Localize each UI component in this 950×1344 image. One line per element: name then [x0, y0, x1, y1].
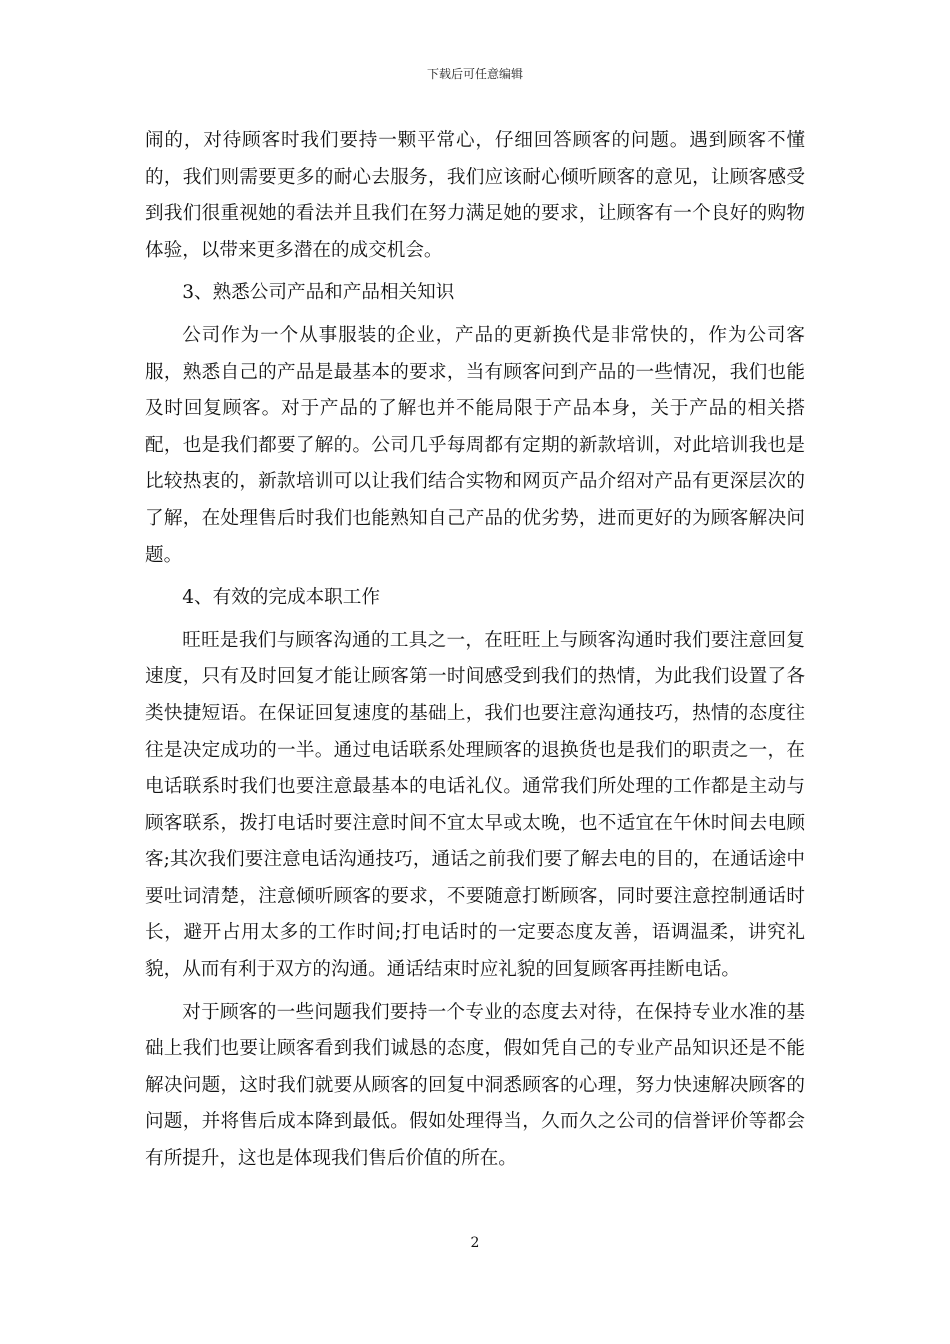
page-number: 2	[470, 1235, 480, 1251]
paragraph-continuation: 闹的，对待顾客时我们要持一颗平常心，仔细回答顾客的问题。遇到顾客不懂的，我们则需要更多的耐心去服务，我们应该耐心倾听顾客的意见，让顾客感受到我们很重视她的看法并且我们在努力满足她的要求，让顾客有一个良好的购物体验，以带来更多潜在的成交机会。	[145, 130, 805, 261]
paragraph-product-knowledge: 公司作为一个从事服装的企业，产品的更新换代是非常快的，作为公司客服，熟悉自己的产品是最基本的要求，当有顾客问到产品的一些情况，我们也能及时回复顾客。对于产品的了解也并不能局限于产品本身，关于产品的相关搭配，也是我们都要了解的。公司几乎每周都有定期的新款培训，对此培训我也是比较热衷的，新款培训可以让我们结合实物和网页产品介绍对产品有更深层次的了解，在处理售后时我们也能熟知自己产品的优劣势，进而更好的为顾客解决问题。	[145, 324, 805, 566]
page-header: 下载后可任意编辑	[426, 67, 523, 81]
document-body	[145, 123, 805, 1178]
section-heading-4: 4、有效的完成本职工作	[182, 587, 380, 609]
paragraph-communication: 旺旺是我们与顾客沟通的工具之一，在旺旺上与顾客沟通时我们要注意回复速度，只有及时回复才能让顾客第一时间感受到我们的热情，为此我们设置了各类快捷短语。在保证回复速度的基础上，我们也要注意沟通技巧，热情的态度往往是决定成功的一半。通过电话联系处理顾客的退换货也是我们的职责之一，在电话联系时我们也要注意最基本的电话礼仪。通常我们所处理的工作都是主动与顾客联系，拨打电话时要注意时间不宜太早或太晚，也不适宜在午休时间去电顾客;其次我们要注意电话沟通技巧，通话之前我们要了解去电的目的，在通话途中要吐词清楚，注意倾听顾客的要求，不要随意打断顾客，同时要注意控制通话时长，避开占用太多的工作时间;打电话时的一定要态度友善，语调温柔，讲究礼貌，从而有利于双方的沟通。通话结束时应礼貌的回复顾客再挂断电话。	[145, 629, 805, 981]
paragraph-professional-attitude: 对于顾客的一些问题我们要持一个专业的态度去对待，在保持专业水准的基础上我们也要让顾客看到我们诚恳的态度，假如凭自己的专业产品知识还是不能解决问题，这时我们就要从顾客的回复中洞悉顾客的心理，努力快速解决顾客的问题，并将售后成本降到最低。假如处理得当，久而久之公司的信誉评价等都会有所提升，这也是体现我们售后价值的所在。	[145, 1001, 805, 1170]
section-heading-3: 3、熟悉公司产品和产品相关知识	[182, 282, 455, 304]
